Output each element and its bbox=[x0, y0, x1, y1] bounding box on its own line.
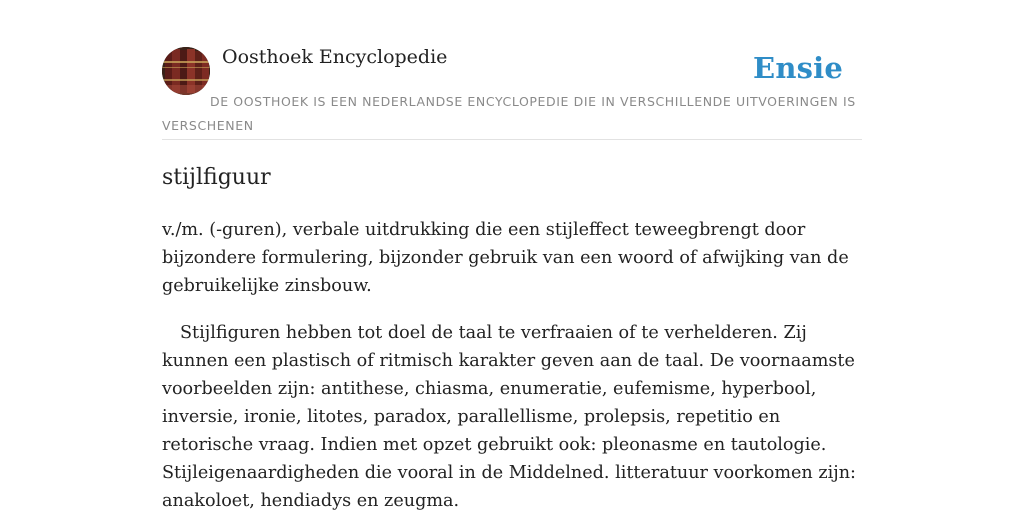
site-name[interactable]: Oosthoek Encyclopedie bbox=[222, 46, 448, 68]
encyclopedia-books-icon[interactable] bbox=[162, 47, 210, 95]
article-paragraph-definition: v./m. (-guren), verbale uitdrukking die een stijleffect teweegbrengt door bijzondere formulering, bijzonder gebruik van een woord of afwijking van de gebruikelijke zinsbouw. bbox=[162, 220, 849, 296]
header-divider bbox=[162, 139, 862, 140]
article-title: stijlfiguur bbox=[162, 165, 271, 190]
page-content bbox=[162, 0, 862, 512]
article-paragraph-body: Stijlfiguren hebben tot doel de taal te verfraaien of te verhelderen. Zij kunnen een plastisch of ritmisch karakter geven aan de taal. De voornaamste voorbeelden zijn: antithese, chiasma, enumeratie, eufemisme, hyperbool, inversie, ironie, litotes, paradox, parallellisme, prolepsis, repetitio en retorische vraag. Indien met opzet gebruikt ook: pleonasme en tautologie. Stijleigenaardigheden die vooral in de Middelned. litteratuur voorkomen zijn: anakoloet, hendiadys en zeugma. bbox=[162, 323, 856, 511]
site-tagline: DE OOSTHOEK IS EEN NEDERLANDSE ENCYCLOPEDIE DIE IN VERSCHILLENDE UITVOERINGEN IS VERSCHENEN bbox=[162, 94, 856, 133]
brand-logo[interactable]: Ensie bbox=[753, 51, 843, 85]
